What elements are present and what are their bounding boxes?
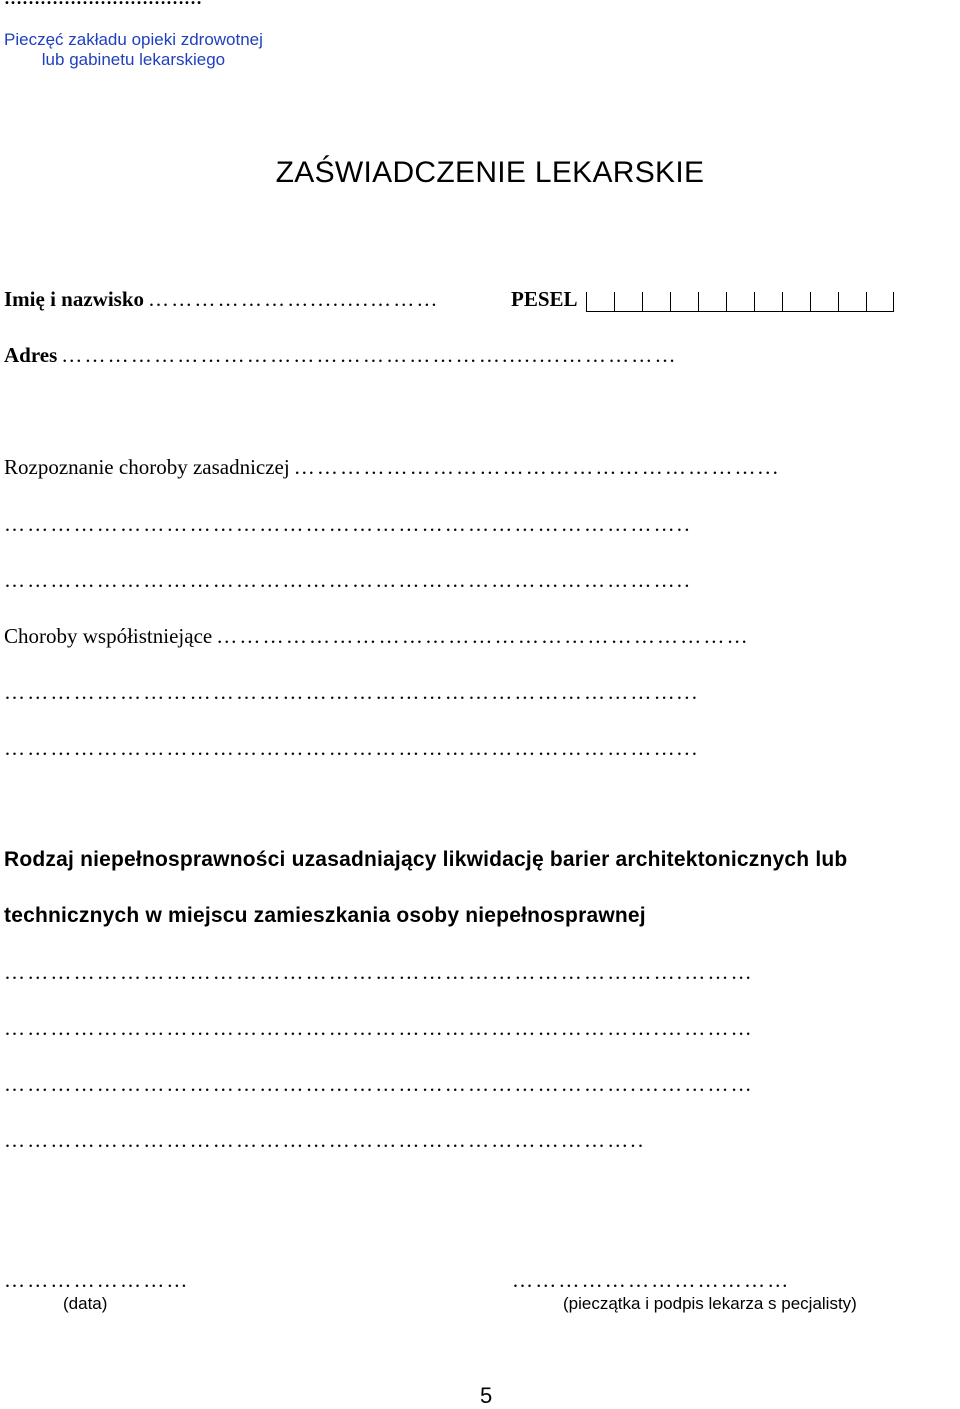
disability-field-4[interactable]: ………………………………………………………………………..: [4, 1128, 646, 1152]
pesel-digit-box[interactable]: [754, 292, 782, 312]
page-number: 5: [480, 1383, 493, 1408]
comorbidities-row: [4, 624, 750, 649]
address-row: [4, 343, 678, 368]
disability-field-3[interactable]: ……………………………………………………………………….……………: [4, 1072, 754, 1096]
name-row: [4, 287, 440, 312]
disability-label-1: Rodzaj niepełnosprawności uzasadniający likwidację barier architektonicznych lub: [4, 848, 848, 871]
address-field[interactable]: …………………………………………………........……………: [61, 343, 678, 367]
comorbidities-label: Choroby współistniejące: [4, 624, 213, 648]
pesel-boxes[interactable]: [586, 292, 894, 312]
diagnosis-label: Rozpoznanie choroby zasadniczej: [4, 455, 290, 479]
pesel-digit-box[interactable]: [642, 292, 670, 312]
pesel-label: PESEL: [511, 287, 578, 311]
document-title: ZAŚWIADCZENIE LEKARSKIE: [275, 156, 705, 189]
pesel-digit-box[interactable]: [866, 292, 894, 312]
name-label: Imię i nazwisko: [4, 287, 145, 311]
pesel-digit-box[interactable]: [782, 292, 810, 312]
pesel-digit-box[interactable]: [586, 292, 614, 312]
pesel-digit-box[interactable]: [698, 292, 726, 312]
diagnosis-field-2[interactable]: ……………………………………………………………………………..: [4, 512, 692, 536]
date-label: (data): [63, 1294, 108, 1313]
disability-label-2: technicznych w miejscu zamieszkania osoby niepełnosprawnej: [4, 904, 646, 927]
comorbidities-field-3[interactable]: ……………………………………………………………………………...: [4, 736, 700, 760]
stamp-label: [4, 30, 263, 70]
stamp-dots: [4, 0, 202, 9]
diagnosis-field-1[interactable]: ……………………………………………………...: [293, 455, 781, 479]
pesel-digit-box[interactable]: [810, 292, 838, 312]
doctor-signature-field[interactable]: ………………………………: [512, 1268, 791, 1292]
date-field[interactable]: ……………………: [4, 1268, 190, 1292]
disability-field-2[interactable]: ………………………………………………………………………….…………: [4, 1016, 754, 1040]
disability-field-1[interactable]: …………………………………………………………………………….………: [4, 960, 754, 984]
address-label: Adres: [4, 343, 58, 367]
stamp-line-2: lub gabinetu lekarskiego: [41, 50, 226, 69]
comorbidities-field-2[interactable]: ……………………………………………………………………………...: [4, 680, 700, 704]
comorbidities-field-1[interactable]: ……………………………………………………………: [216, 624, 750, 648]
pesel-digit-box[interactable]: [670, 292, 698, 312]
pesel-digit-box[interactable]: [614, 292, 642, 312]
pesel-digit-box[interactable]: [726, 292, 754, 312]
diagnosis-field-3[interactable]: ……………………………………………………………………………..: [4, 568, 692, 592]
pesel-field[interactable]: [511, 287, 894, 312]
name-field[interactable]: …………………........………: [148, 287, 440, 311]
diagnosis-row: [4, 455, 780, 480]
doctor-signature-label: (pieczątka i podpis lekarza s pecjalisty): [563, 1294, 857, 1313]
pesel-digit-box[interactable]: [838, 292, 866, 312]
stamp-line-1: Pieczęć zakładu opieki zdrowotnej: [4, 30, 263, 49]
